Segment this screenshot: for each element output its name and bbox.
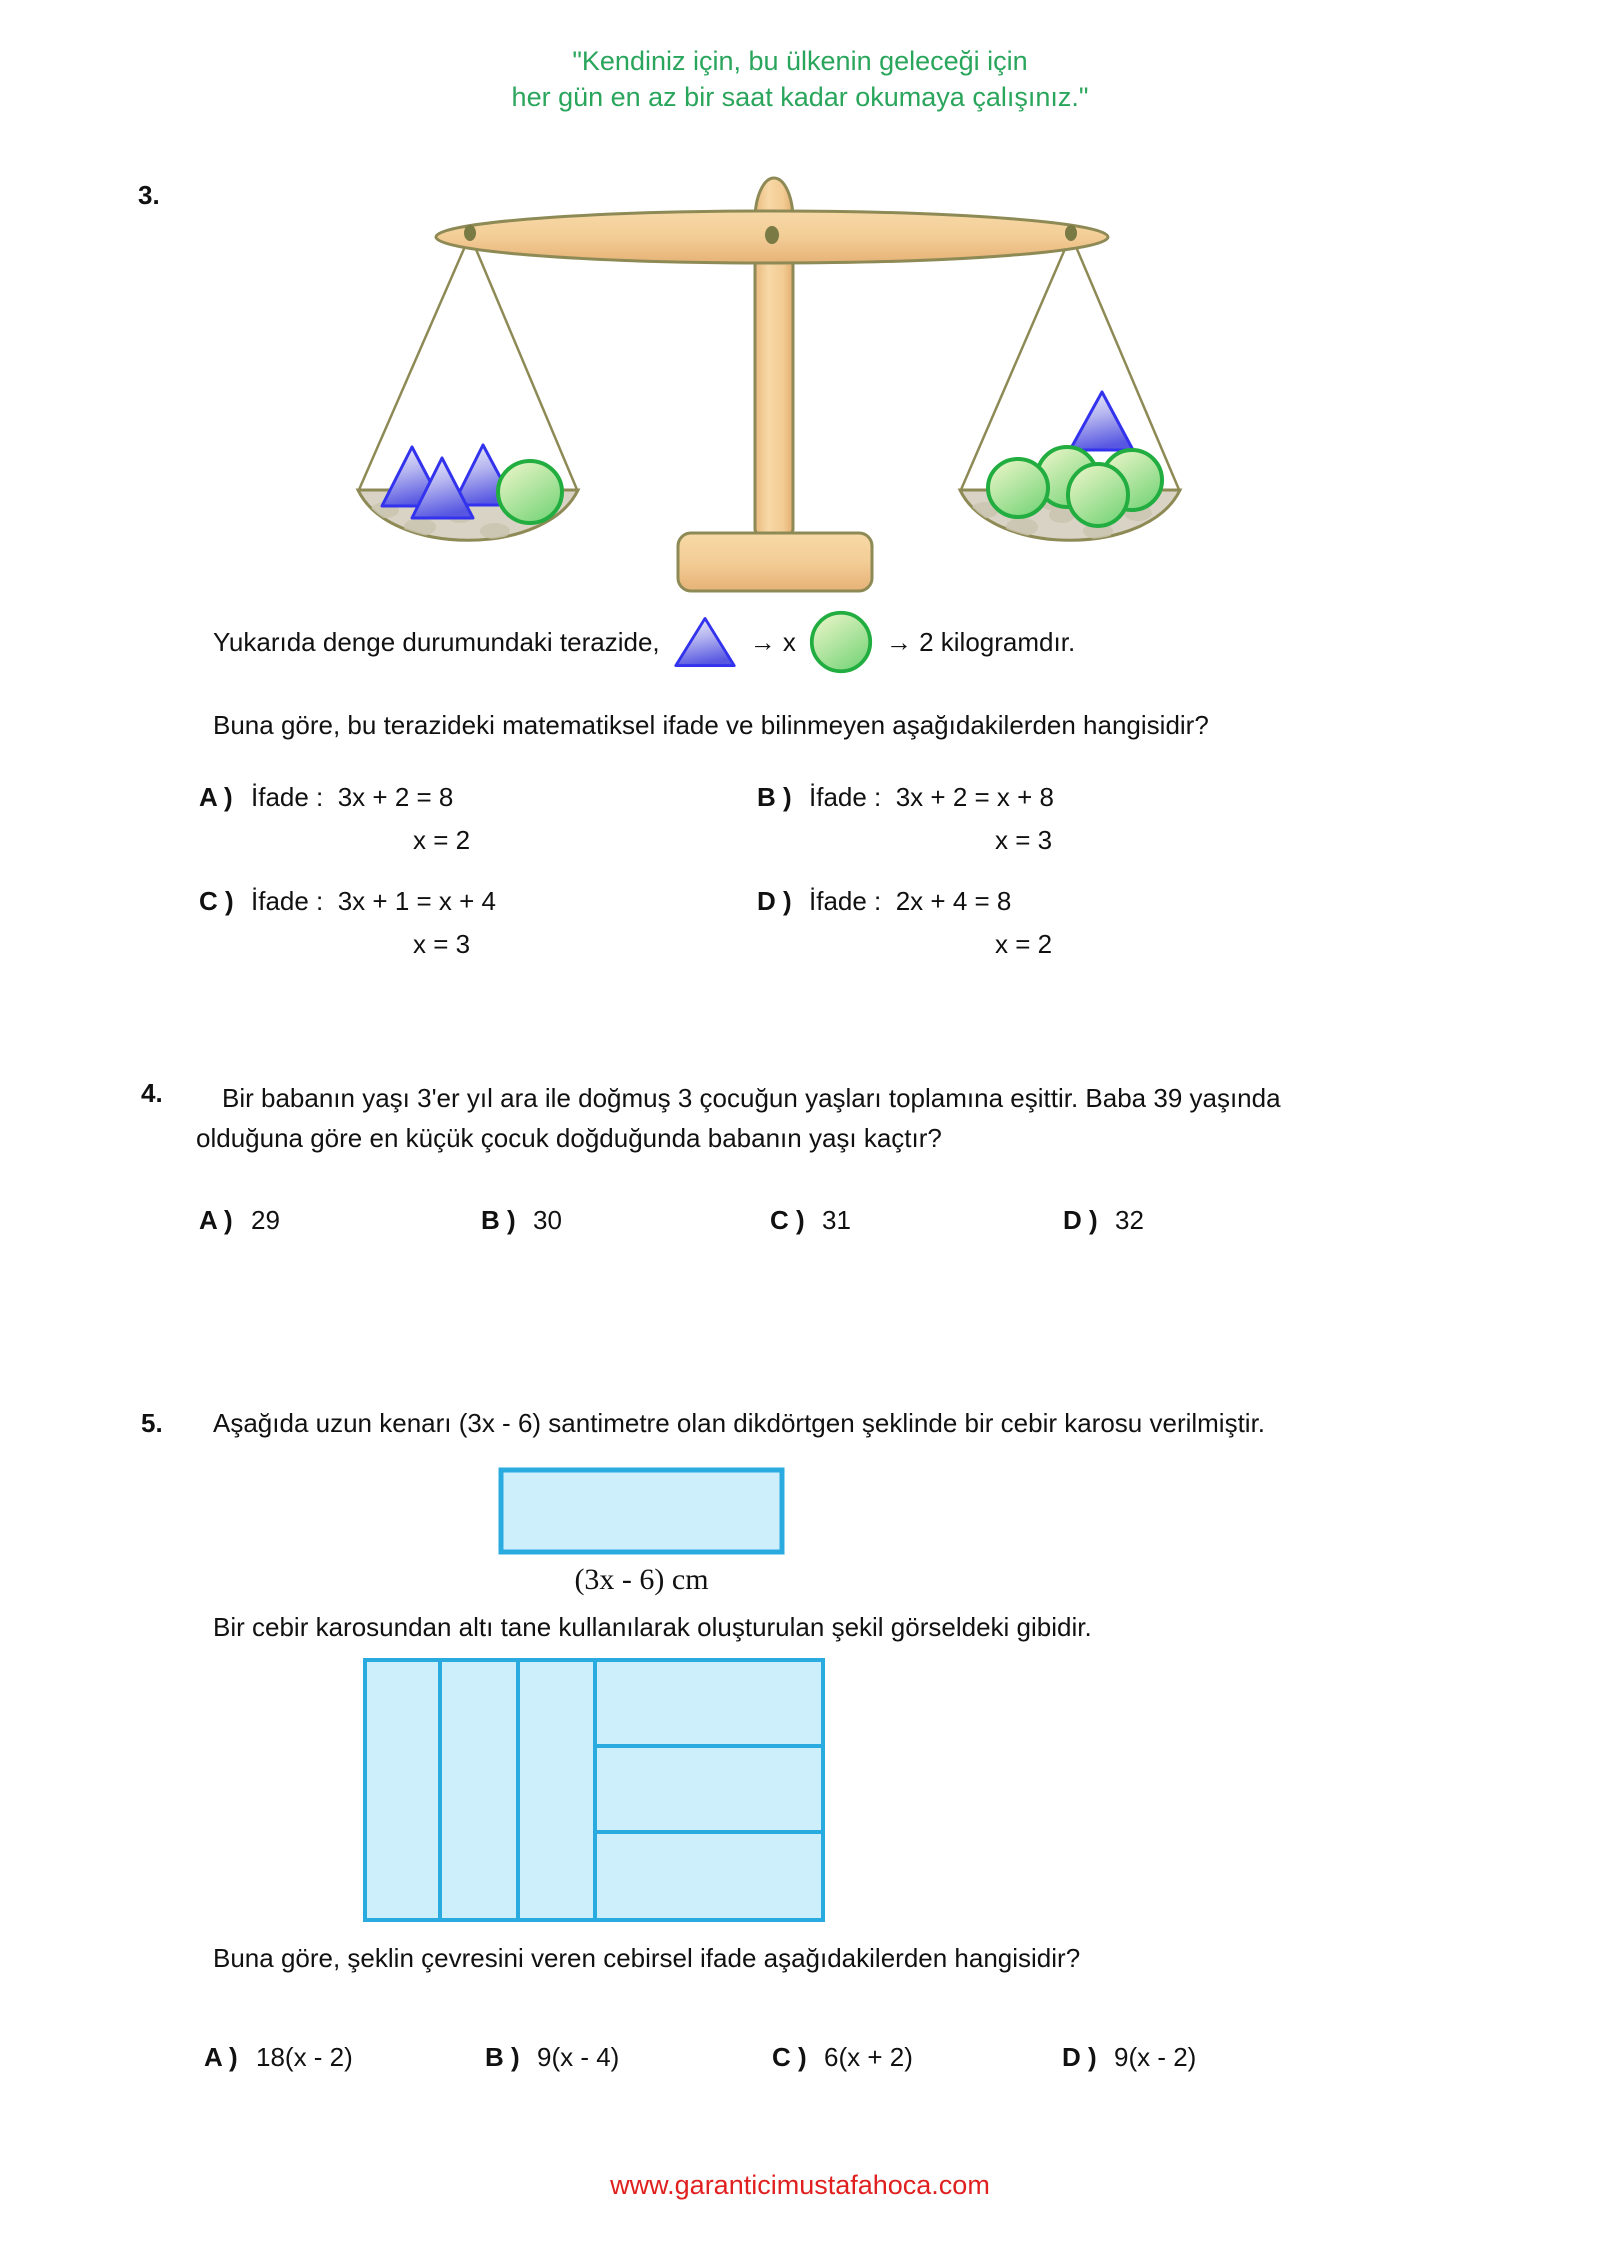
scale-base bbox=[678, 533, 872, 591]
q3-option-c-expr: İfade : 3x + 1 = x + 4 bbox=[251, 886, 496, 916]
q4-text: Bir babanın yaşı 3'er yıl ara ile doğmuş 3 çocuğun yaşları toplamına eşittir. Baba 39 yaşında olduğuna göre en küçük çocuk doğduğunda babanın yaşı kaçtır? bbox=[196, 1083, 1281, 1153]
q3-option-d-expr: İfade : 2x + 4 = 8 bbox=[809, 886, 1012, 916]
q5-intro: Aşağıda uzun kenarı (3x - 6) santimetre olan dikdörtgen şeklinde bir cebir karosu verilmiştir. bbox=[213, 1408, 1266, 1438]
q3-legend-prefix: Yukarıda denge durumundaki terazide, bbox=[213, 626, 660, 657]
q5-option-d-letter: D ) bbox=[1062, 2042, 1097, 2072]
horizontal-tile-1 bbox=[595, 1660, 823, 1746]
horizontal-tile-2 bbox=[595, 1746, 823, 1832]
footer-url: www.garanticimustafahoca.com bbox=[610, 2170, 990, 2200]
q5-option-c-value: 6(x + 2) bbox=[824, 2042, 913, 2072]
q3-option-d bbox=[757, 886, 1052, 960]
left-pan-circle-1 bbox=[498, 461, 562, 523]
balance-scale-figure bbox=[330, 165, 1230, 605]
q5-option-a bbox=[204, 2042, 353, 2073]
header-quote-line2: her gün en az bir saat kadar okumaya çalışınız." bbox=[511, 82, 1089, 112]
q4-option-c-letter: C ) bbox=[770, 1205, 805, 1235]
vertical-tile-3 bbox=[518, 1660, 595, 1920]
q4-option-d-value: 32 bbox=[1115, 1205, 1144, 1235]
q4-option-c bbox=[770, 1205, 851, 1236]
left-pan bbox=[358, 445, 578, 540]
q5-option-b-letter: B ) bbox=[485, 2042, 520, 2072]
q3-option-d-solution: x = 2 bbox=[995, 929, 1053, 959]
q4-option-a bbox=[199, 1205, 280, 1236]
q4-option-b bbox=[481, 1205, 562, 1236]
q3-option-c-solution: x = 3 bbox=[413, 929, 471, 959]
horizontal-tile-3 bbox=[595, 1832, 823, 1920]
q5-option-a-letter: A ) bbox=[204, 2042, 238, 2072]
q3-question: Buna göre, bu terazideki matematiksel ifade ve bilinmeyen aşağıdakilerden hangisidir? bbox=[213, 710, 1209, 740]
q3-legend-row bbox=[213, 606, 1075, 678]
q4-option-c-value: 31 bbox=[822, 1205, 851, 1235]
algebra-tile-figure bbox=[498, 1467, 785, 1555]
circle-icon bbox=[808, 609, 874, 675]
q4-option-b-letter: B ) bbox=[481, 1205, 516, 1235]
vertical-tile-2 bbox=[440, 1660, 518, 1920]
q5-middle: Bir cebir karosundan altı tane kullanılarak oluşturulan şekil görseldeki gibidir. bbox=[213, 1612, 1092, 1642]
triangle-icon bbox=[672, 614, 738, 670]
q3-option-d-letter: D ) bbox=[757, 886, 792, 916]
question3-number: 3. bbox=[138, 180, 160, 210]
algebra-tile-label: (3x - 6) cm bbox=[574, 1563, 709, 1596]
q4-option-d-letter: D ) bbox=[1063, 1205, 1098, 1235]
right-pan-triangle-1 bbox=[1070, 392, 1133, 450]
q4-option-d bbox=[1063, 1205, 1144, 1236]
vertical-tile-1 bbox=[365, 1660, 440, 1920]
q5-option-d-value: 9(x - 2) bbox=[1114, 2042, 1197, 2072]
q5-option-c bbox=[772, 2042, 913, 2073]
q3-option-b-letter: B ) bbox=[757, 782, 792, 812]
q3-option-b-expr: İfade : 3x + 2 = x + 8 bbox=[809, 782, 1054, 812]
q3-legend-triangle-value: → x bbox=[749, 626, 796, 657]
q5-question: Buna göre, şeklin çevresini veren cebirsel ifade aşağıdakilerden hangisidir? bbox=[213, 1943, 1081, 1973]
q3-option-a-letter: A ) bbox=[199, 782, 233, 812]
scale-post bbox=[755, 235, 793, 535]
q3-option-c-letter: C ) bbox=[199, 886, 234, 916]
q3-legend-circle-value: → 2 kilogramdır. bbox=[885, 626, 1076, 657]
q3-option-a bbox=[199, 782, 470, 856]
q5-option-d bbox=[1062, 2042, 1196, 2073]
q5-option-b-value: 9(x - 4) bbox=[537, 2042, 620, 2072]
q4-option-a-letter: A ) bbox=[199, 1205, 233, 1235]
q5-option-a-value: 18(x - 2) bbox=[256, 2042, 353, 2072]
question5-number: 5. bbox=[141, 1408, 163, 1438]
composite-tiles-figure bbox=[363, 1658, 825, 1922]
q5-option-b bbox=[485, 2042, 619, 2073]
q3-option-b-solution: x = 3 bbox=[995, 825, 1053, 855]
question4-number: 4. bbox=[141, 1078, 163, 1108]
right-pan-circle-3 bbox=[1068, 464, 1128, 526]
q3-option-a-expr: İfade : 3x + 2 = 8 bbox=[251, 782, 454, 812]
q4-option-b-value: 30 bbox=[533, 1205, 562, 1235]
q4-option-a-value: 29 bbox=[251, 1205, 280, 1235]
header-quote-line1: "Kendiniz için, bu ülkenin geleceği için bbox=[572, 46, 1028, 76]
q3-option-c bbox=[199, 886, 496, 960]
q3-option-b bbox=[757, 782, 1054, 856]
right-pan-circle-1 bbox=[988, 459, 1048, 517]
q3-option-a-solution: x = 2 bbox=[413, 825, 471, 855]
q5-option-c-letter: C ) bbox=[772, 2042, 807, 2072]
